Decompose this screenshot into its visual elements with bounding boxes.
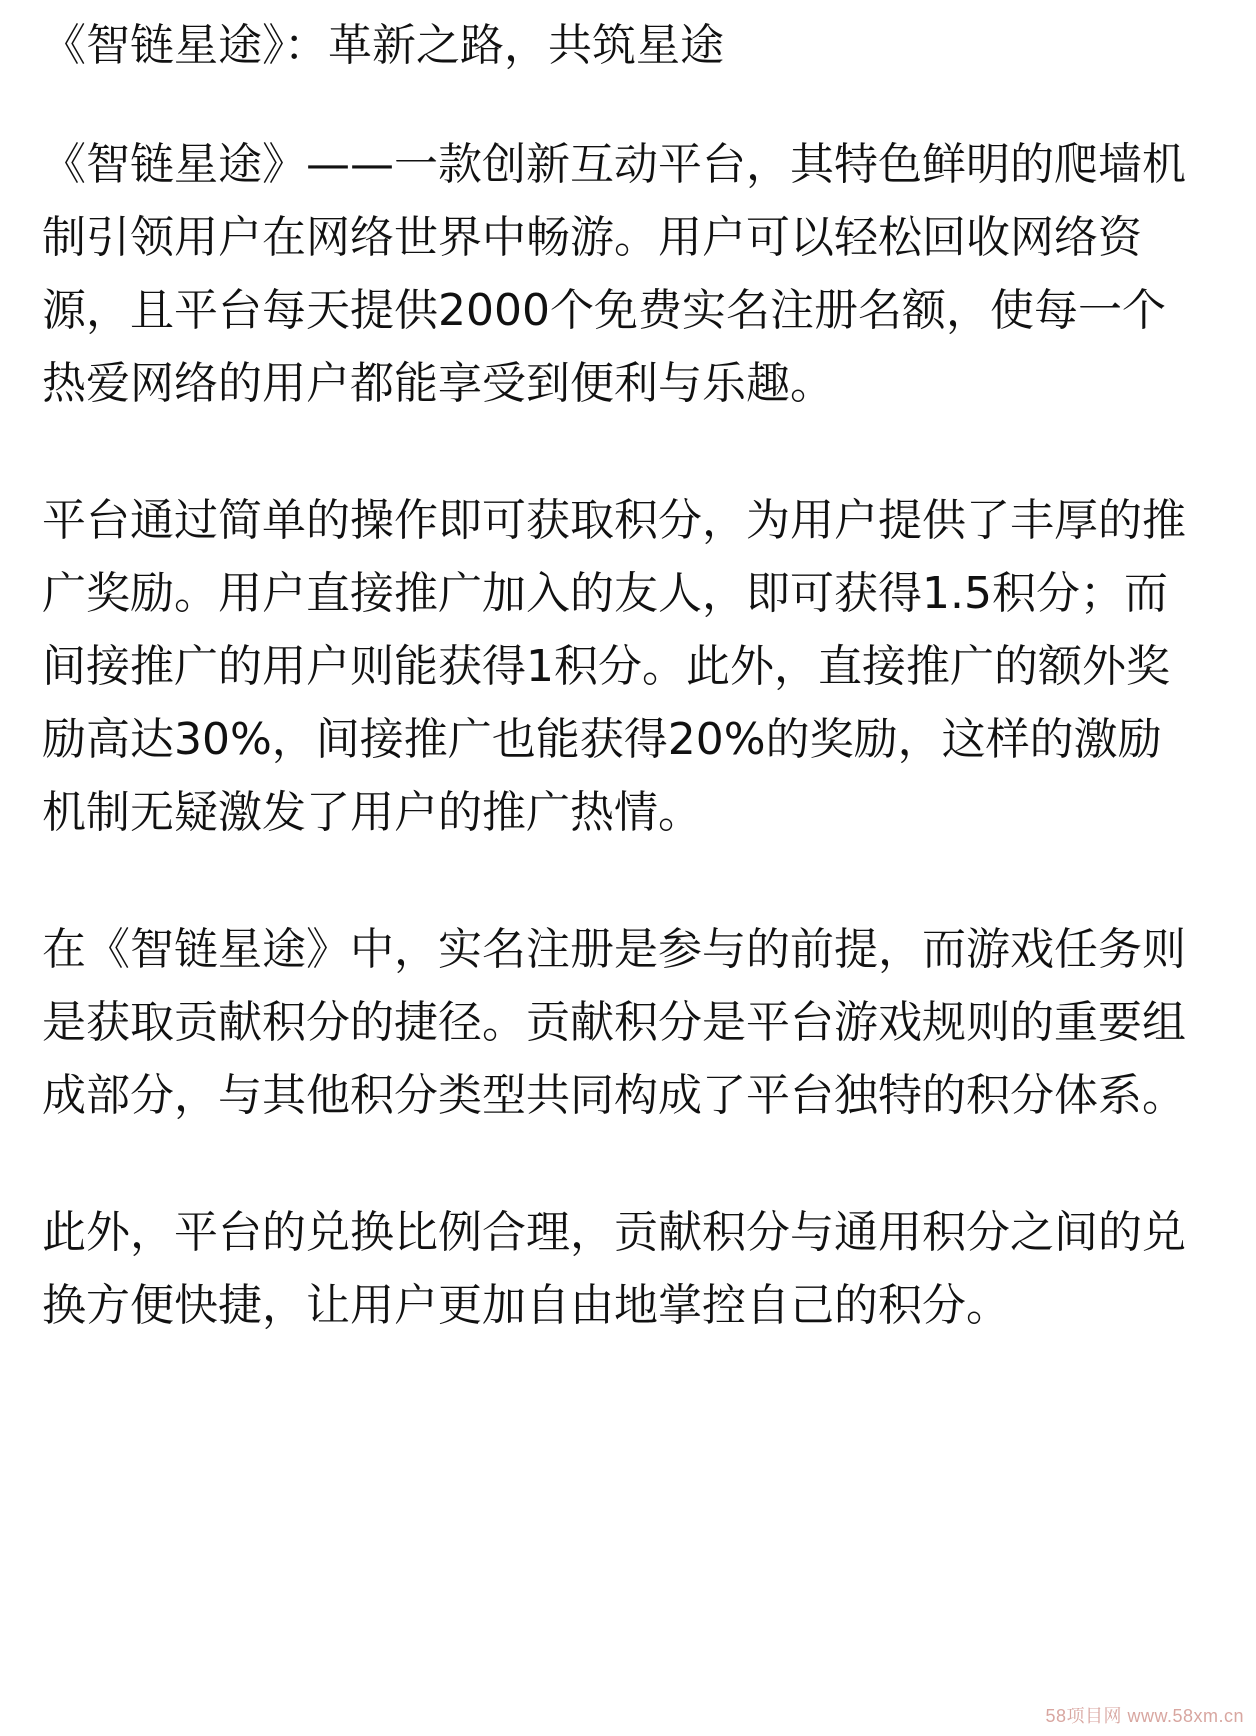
- paragraph-2: 平台通过简单的操作即可获取积分，为用户提供了丰厚的推广奖励。用户直接推广加入的友人，即可获得1.5积分；而间接推广的用户则能获得1积分。此外，直接推广的额外奖励高达30%，间接推广也能获得20%的奖励，这样的激励机制无疑激发了用户的推广热情。: [42, 495, 1186, 838]
- paragraph-3: 在《智链星途》中，实名注册是参与的前提，而游戏任务则是获取贡献积分的捷径。贡献积分是平台游戏规则的重要组成部分，与其他积分类型共同构成了平台独特的积分体系。: [42, 924, 1186, 1121]
- paragraph-1: 《智链星途》——一款创新互动平台，其特色鲜明的爬墙机制引领用户在网络世界中畅游。用户可以轻松回收网络资源，且平台每天提供2000个免费实名注册名额，使每一个热爱网络的用户都能享受到便利与乐趣。: [42, 139, 1186, 409]
- article: [42, 14, 1192, 1342]
- paragraph-4: 此外，平台的兑换比例合理，贡献积分与通用积分之间的兑换方便快捷，让用户更加自由地掌控自己的积分。: [42, 1207, 1186, 1331]
- site-watermark: 58项目网 www.58xm.cn: [1045, 1706, 1244, 1726]
- article-title: 《智链星途》：革新之路，共筑星途: [42, 20, 724, 71]
